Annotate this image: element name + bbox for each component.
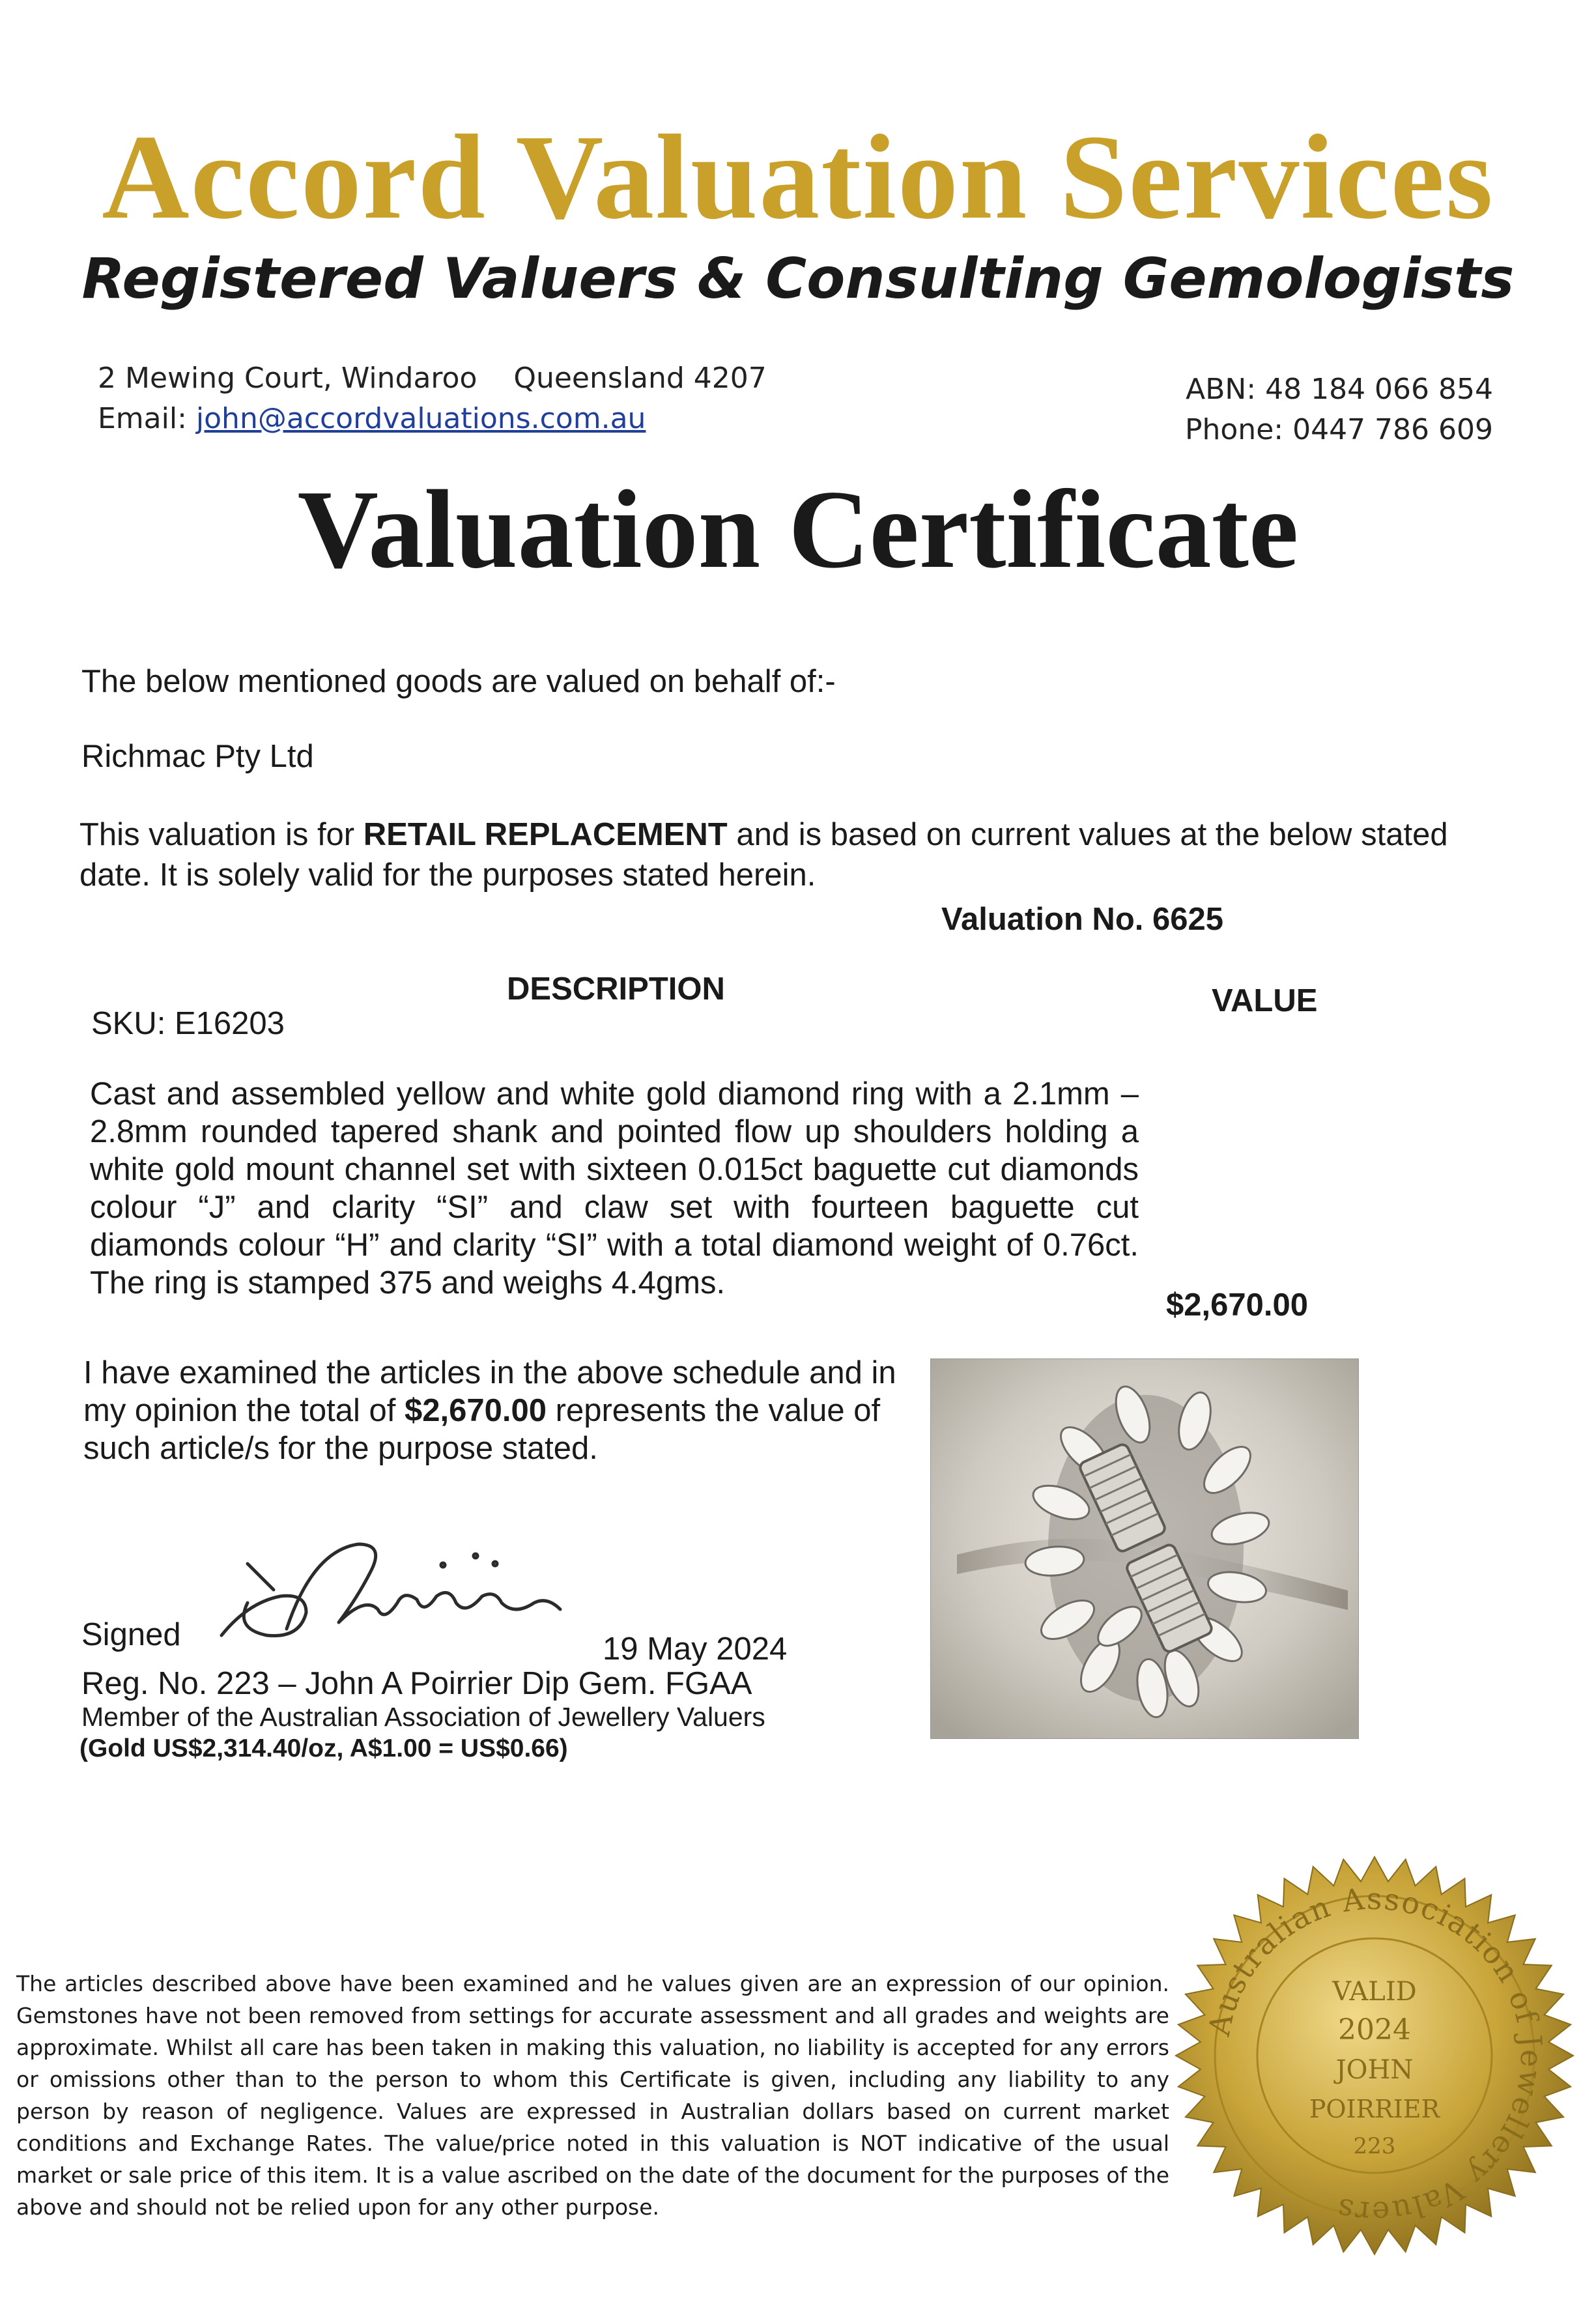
purpose-text (79, 814, 1513, 895)
phone-number: Phone: 0447 786 609 (1184, 413, 1493, 446)
statement-suffix: represents the value of such article/s for the purpose stated. (83, 1393, 881, 1466)
seal-valid: VALID (1332, 1977, 1417, 2007)
valuation-number: Valuation No. 6625 (941, 902, 1223, 937)
ring-photo (930, 1358, 1359, 1739)
purpose-suffix: and is based on current values at the below stated (727, 817, 1448, 852)
disclaimer-text: The articles described above have been examined and he values given are an expression of our opinion. Gemstones have not been removed from settings for accurate assessment and all grades and weights are approximate. Whilst all care has been taken in making this valuation, no liability is accepted for any errors or omissions other than to the person to whom this Certificate is given, including any liability to any person by reason of negligence. Values are expressed in Australian dollars based on current market conditions and Exchange Rates. The value/price noted in this valuation is NOT indicative of the usual market or sale price of this item. It is a value ascribed on the date of the document for the purposes of the above and should not be relied upon for any other purpose. (16, 1971, 1169, 2220)
purpose-prefix: This valuation is for (79, 817, 363, 852)
seal-ring-text: Australian Association of Jewellery Valuers (1201, 1880, 1550, 2231)
description-header: DESCRIPTION (507, 971, 725, 1007)
value-header: VALUE (1212, 983, 1318, 1018)
membership: Member of the Australian Association of Jewellery Valuers (81, 1702, 765, 1732)
state-address: Queensland 4207 (513, 362, 767, 395)
seal-year: 2024 (1338, 2013, 1411, 2047)
ring-image (931, 1359, 1358, 1738)
abn-number: ABN: 48 184 066 854 (1186, 373, 1493, 406)
company-name: Accord Valuation Services (102, 110, 1494, 244)
email-link[interactable]: john@accordvaluations.com.au (195, 402, 646, 435)
examination-statement (83, 1354, 911, 1467)
purpose-type: RETAIL REPLACEMENT (363, 817, 728, 852)
company-tagline: Registered Valuers & Consulting Gemologists (81, 246, 1515, 311)
valuer-seal (1173, 1854, 1576, 2258)
address-line (98, 362, 767, 395)
item-value: $2,670.00 (1166, 1287, 1308, 1323)
seal-number: 223 (1353, 2133, 1396, 2159)
signed-date: 19 May 2024 (603, 1631, 788, 1667)
item-description: Cast and assembled yellow and white gold diamond ring with a 2.1mm – 2.8mm rounded tapered shank and pointed flow up shoulders holding a white gold mount channel set with sixteen 0.015ct baguette cut diamonds colour “J” and clarity “SI” and claw set with fourteen baguette cut diamonds colour “H” and clarity “SI” with a total diamond weight of 0.76ct. The ring is stamped 375 and weighs 4.4gms. (90, 1076, 1139, 1300)
behalf-text: The below mentioned goods are valued on behalf of:- (81, 664, 836, 699)
gold-rate: (Gold US$2,314.40/oz, A$1.00 = US$0.66) (79, 1734, 568, 1762)
statement-amount: $2,670.00 (405, 1393, 547, 1428)
registration-number: Reg. No. 223 – John A Poirrier Dip Gem. FGAA (81, 1666, 752, 1701)
statement-prefix: I have examined the articles in the above schedule and in my opinion the total of (83, 1355, 896, 1428)
signed-label: Signed (81, 1617, 181, 1652)
certificate-title: Valuation Certificate (297, 468, 1299, 592)
signature-image (208, 1525, 573, 1655)
seal-name-last: POIRRIER (1309, 2095, 1440, 2123)
street-address: 2 Mewing Court, Windaroo (98, 362, 477, 395)
email-label: Email: (98, 402, 187, 435)
purpose-line2: date. It is solely valid for the purposes stated herein. (79, 857, 816, 893)
sku: SKU: E16203 (91, 1006, 285, 1041)
client-name: Richmac Pty Ltd (81, 739, 314, 774)
seal-name-first: JOHN (1335, 2055, 1414, 2085)
email-line (98, 402, 646, 435)
